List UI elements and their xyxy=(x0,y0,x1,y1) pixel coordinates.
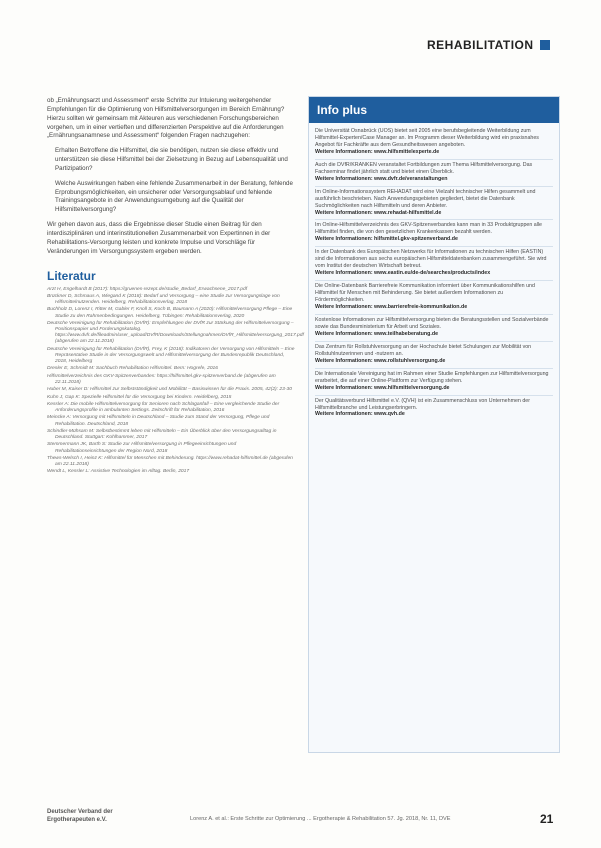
info-entry-text: Die Online-Datenbank Barrierefreie Kommunikation informiert über Kommunikationshilfen und Hilfsmittel für Menschen mit Behinderung. Sie bietet außerdem Informationen zu Fördermöglichkeiten. xyxy=(315,283,535,304)
section-header xyxy=(427,38,550,52)
info-entry-link: Weitere Informationen: www.hilfsmittelexperte.de xyxy=(315,148,440,155)
info-plus-body xyxy=(309,123,559,421)
literature-item: Wendt L, Kessler L: Assistive Technologien im Alltag. Berlin, 2017 xyxy=(47,469,190,475)
literature-item: Kessler A: Die mobile Hilfsmittelversorgung für Senioren nach Schlaganfall – Eine vergleichende Studie der Anforderungsprofile in ambulanten Settings. Zeitschrift für Rehabilitation, 2016 xyxy=(47,401,280,413)
literature-list xyxy=(47,286,304,476)
info-entry-link: Weitere Informationen: www.rehadat-hilfsmittel.de xyxy=(315,209,442,216)
info-entry-text: In der Datenbank des Europäischen Netzwerks für Informationen zu technischen Hilfen (EASTIN) sind die Informationen aus sechs europäischen Hilfsmitteldatenbanken zusammengeführt. Sie wird vom Institut der deutschen Wirtschaft betreut. xyxy=(315,249,547,270)
info-entry xyxy=(315,220,553,247)
info-entry xyxy=(315,126,553,160)
publisher-line: Deutscher Verband der xyxy=(47,809,113,815)
info-entry-link: Weitere Informationen: www.barrierefreie-kommunikation.de xyxy=(315,304,468,311)
literature-item: Meincke A: Versorgung mit Hilfsmitteln in Deutschland – Studie zum Stand der Versorgung, Pflege und Rehabilitation. Deutschland, 2018 xyxy=(47,415,270,427)
literature-item: Hilfsmittelverzeichnis des GKV-Spitzenverbandes: https://hilfsmittel.gkv-spitzenverband.de (abgerufen am 22.11.2018) xyxy=(47,373,276,385)
literature-item: Thews-Welsch I, Heinz K: Hilfsmittel für Menschen mit Behinderung. https://www.rehadat-hilfsmittel.de (abgerufen am 22.11.2018) xyxy=(47,455,293,467)
literature-item: Arzt H, Engelhardt B (2017): https://gruenes-rezept.de/studie_Bedarf_Erwachsene_2017.pdf xyxy=(47,286,248,292)
info-entry xyxy=(315,396,553,422)
info-entry-text: Die Universität Osnabrück (UOS) bietet seit 2005 eine berufsbegleitende Weiterbildung zum Hilfsmittel-Experten/Case Manager an. Im Programm dieser Weiterbildung wird ein praxisnahes Angebot für Fachkräfte aus dem Gesundheitswesen angeboten. xyxy=(315,128,539,148)
literature-item: Brückner D, Schmaus A, Wiegand K (2018): Bedarf und Versorgung – eine Studie zur Versorgungslage von Hilfsmittelnutzenden. Heidelberg, Rehabilitationsverlag, 2018 xyxy=(47,293,280,305)
literature-item: Huber M, Kaiser D: Hilfsmittel zur Selbstständigkeit und Mobilität – Basiswissen für die Praxis. 2005, 42(2): 23-30 xyxy=(47,387,292,393)
info-entry-text: Im Online-Informationssystem REHADAT wird eine Vielzahl technischer Hilfen gesammelt und ausführlich beschrieben. Nach Anwendungsgebieten gegliedert, bietet die Datenbank Suchmöglichkeiten nach Hilfsmitteln und deren Anbieter. xyxy=(315,188,536,209)
square-marker-icon xyxy=(540,40,550,50)
info-entry xyxy=(315,281,553,315)
literature-item: Deutsche Vereinigung für Rehabilitation (DVfR): Empfehlungen der DVfR zur Stärkung der Hilfsmittelversorgung – Positionspapier und Forderungskatalog. https://www.dvfr.de/fileadmin/user_upload/DVfR/Downloads/Stellungnahmen/DVfR_Hilfsmittelversorgung_2017.pdf (abgerufen am 22.11.2018) xyxy=(47,320,304,345)
info-entry-link: Weitere Informationen: www.qvh.de xyxy=(315,411,405,418)
literature-item: Kuhn J, Gap K: Spezielle Hilfsmittel für die Versorgung bei Kindern. Heidelberg, 2015 xyxy=(47,394,232,400)
info-plus-title: Info plus xyxy=(309,97,559,123)
info-entry-link: Weitere Informationen: www.rollstuhlversorgung.de xyxy=(315,357,446,364)
info-entry xyxy=(315,369,553,396)
section-label: REHABILITATION xyxy=(427,38,534,52)
info-entry-text: Die Internationale Vereinigung hat im Rahmen einer Studie Empfehlungen zur Hilfsmittelversorgung erarbeitet, die auf einer Online-Plattform zur Verfügung stehen. xyxy=(315,370,549,384)
info-entry-link: Weitere Informationen: www.hilfsmittelversorgung.de xyxy=(315,384,450,391)
body-paragraph: Welche Auswirkungen haben eine fehlende Zusammenarbeit in der Beratung, fehlende Erprobungsmöglichkeiten, ein unsicherer oder Versorgungsablauf und fehlende Trainingsangebote in der Anwendungsumgebung auf die Qualität der Hilfsmittelversorgung? xyxy=(55,179,293,214)
publisher-line: Ergotherapeuten e.V. xyxy=(47,817,107,823)
body-paragraph: Erhalten Betroffene die Hilfsmittel, die sie benötigen, nutzen sie diese effektiv und unterstützen sie diese Hilfsmittel bei der Zielsetzung in Bezug auf Lebensqualität und Partizipation? xyxy=(55,147,288,172)
info-entry-text: Der Qualitätsverbund Hilfsmittel e.V. (QVH) ist ein Zusammenschluss von Unternehmen der Hilfsmittelbranche und Leistungserbringern. xyxy=(315,397,531,411)
info-entry-text: Im Online-Hilfsmittelverzeichnis des GKV-Spitzenverbandes kann man in 33 Produktgruppen alle Hilfsmittel finden, die von den gesetzlichen Krankenkassen bezahlt werden. xyxy=(315,222,542,236)
info-entry-link: Weitere Informationen: www.teilhabeberatung.de xyxy=(315,330,439,337)
info-entry-text: Auch die DVfR/KRANKEN veranstaltet Fortbildungen zum Thema Hilfsmittelversorgung. Das Fachseminar findet jährlich statt und bietet einen Überblick. xyxy=(315,161,533,175)
info-entry-link: Weitere Informationen: hilfsmittel.gkv-spitzenverband.de xyxy=(315,236,458,243)
left-column xyxy=(47,97,304,477)
info-entry xyxy=(315,342,553,369)
literature-item: Deutsche Vereinigung für Rehabilitation (DVfR), Frey, K (2018): Indikatoren der Versorgung von Hilfsmitteln – Eine Repräsentative Studie in der Versorgungswelt und Hilfsmittelversorgung der Bundesrepublik Deutschland, 2018, Heidelberg xyxy=(47,346,295,365)
body-paragraph: Wir gehen davon aus, dass die Ergebnisse dieser Studie einen Beitrag für den interdisziplinären und interinstitutionellen Zusammenarbeit von Expertinnen in der Rehabilitations-Versorgung leisten und konkrete Impulse und Vorschläge für Veränderungen im Versorgungssystem ergeben werden. xyxy=(47,221,271,255)
info-entry xyxy=(315,187,553,221)
info-plus-box xyxy=(308,96,560,753)
info-entry-text: Kostenlose Informationen zur Hilfsmittelversorgung bieten die Beratungsstellen und Sozialverbände sowie das Bundesministerium für Arbeit und Soziales. xyxy=(315,316,549,330)
info-entry xyxy=(315,247,553,281)
info-entry xyxy=(315,315,553,342)
publisher-name xyxy=(47,808,113,824)
info-entry-link: Weitere Informationen: www.dvfr.de/veranstaltungen xyxy=(315,175,448,182)
literature-item: Dresler E, Schmidt M: Sachbuch Rehabilitation Hilfsmittel. Bern: Hogrefe, 2016 xyxy=(47,366,218,372)
literature-item: Stemmermann JK, Barth S: Studie zur Hilfsmittelversorgung in Pflegeeinrichtungen und Rehabilitationseinrichtungen der Region Nord, 2018 xyxy=(47,442,237,454)
info-entry-link: Weitere Informationen: www.eastin.eu/de-de/searches/products/index xyxy=(315,270,491,277)
body-paragraph: ob „Ernährungsarzt und Assessment“ erste Schritte zur Intuierung weitergehender Empfehlungen für die Optimierung von Hilfsmittelversorgungen im Bereich Ernährung? Hierzu sollten wir gemeinsam mit Akteuren aus verschiedenen Forschungsbereichen vorgehen, um in einer vertieften und differenzierten Perspektive auf die Anforderungen „Ernährungsanamnese und Assessment“ folgenden Fragen nachzugehen: xyxy=(47,97,285,140)
info-entry xyxy=(315,160,553,187)
literature-item: Buchholz D, Lorenz I, Ritter M, Gabler F, Knoll S, Koch B, Baumann A (2020): Hilfsmittelversorgung Pflege – Eine Studie zu den Rahmenbedingungen. Heidelberg, Tübingen: Rehabilitationsverlag, 2020 xyxy=(47,307,293,319)
page-number: 21 xyxy=(540,812,554,826)
footer-citation: Lorenz A. et al.: Erste Schritte zur Optimierung ... Ergotherapie & Rehabilitation 57. Jg. 2018, Nr. 11, DVE xyxy=(190,816,451,822)
info-entry-text: Das Zentrum für Rollstuhlversorgung an der Hochschule bietet Schulungen zur Mobilität von Rollstuhlnutzerinnen und -nutzern an. xyxy=(315,343,532,357)
literature-heading: Literatur xyxy=(47,268,96,283)
literature-item: Schindler-Mühsam M: Selbstbestimmt leben mit Hilfsmitteln – Ein Überblick über den Versorgungsalltag in Deutschland. Stuttgart: Kohlhammer, 2017 xyxy=(47,428,277,440)
